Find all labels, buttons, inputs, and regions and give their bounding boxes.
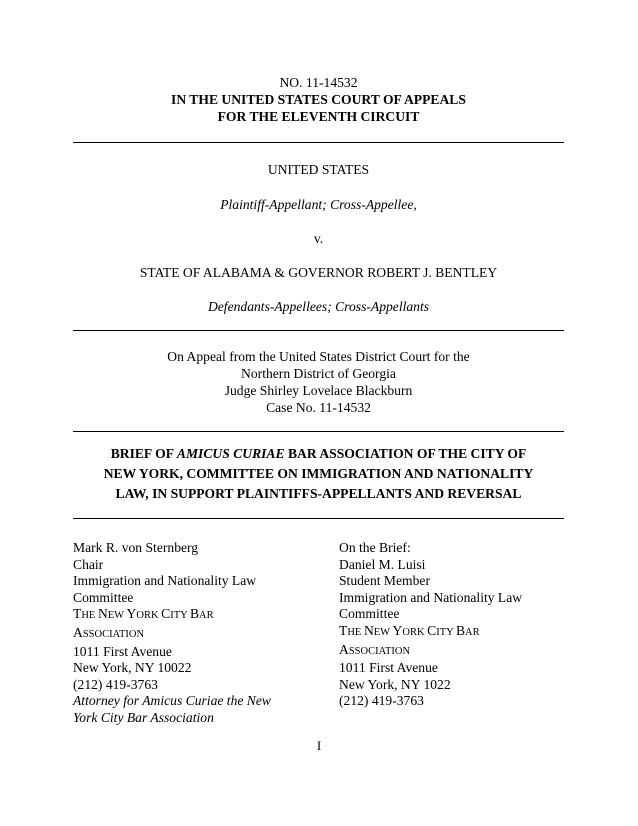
org-line2: ASSOCIATION	[73, 624, 145, 640]
address-line2: New York, NY 10022	[73, 660, 192, 676]
divider	[73, 142, 564, 143]
brief-title-line2: NEW YORK, COMMITTEE ON IMMIGRATION AND NATIONALITY	[103, 466, 534, 481]
divider	[73, 431, 564, 432]
student-name: Daniel M. Luisi	[339, 556, 426, 572]
counsel-block-left	[73, 540, 271, 727]
org-line1: THE NEW YORK CITY BAR	[73, 606, 214, 622]
address-line1: 1011 First Avenue	[339, 660, 438, 676]
plaintiff-role: Plaintiff-Appellant; Cross-Appellee,	[220, 197, 417, 212]
divider	[73, 518, 564, 519]
plaintiff-name: UNITED STATES	[267, 162, 370, 177]
attorney-line1: Attorney for Amicus Curiae the New	[73, 693, 271, 709]
appeal-line3: Judge Shirley Lovelace Blackburn	[224, 383, 413, 398]
org-line1: THE NEW YORK CITY BAR	[339, 622, 480, 638]
divider	[73, 330, 564, 331]
phone: (212) 419-3763	[73, 676, 158, 692]
defendant-role: Defendants-Appellees; Cross-Appellants	[207, 299, 430, 314]
committee-line1: Immigration and Nationality Law	[73, 573, 257, 589]
court-name-line2: FOR THE ELEVENTH CIRCUIT	[217, 109, 420, 124]
phone: (212) 419-3763	[339, 693, 424, 709]
defendant-name: STATE OF ALABAMA & GOVERNOR ROBERT J. BENTLEY	[139, 265, 498, 280]
committee-line2: Committee	[339, 606, 400, 622]
committee-line2: Committee	[73, 589, 134, 605]
on-brief-label: On the Brief:	[339, 540, 411, 555]
court-name-line1: IN THE UNITED STATES COURT OF APPEALS	[171, 92, 466, 107]
docket-number: NO. 11-14532	[279, 75, 358, 90]
versus: v.	[313, 231, 324, 246]
student-title: Student Member	[339, 573, 430, 589]
page-number: I	[316, 738, 322, 753]
address-line1: 1011 First Avenue	[73, 643, 172, 659]
brief-title-line1: BRIEF OF AMICUS CURIAE BAR ASSOCIATION OF THE CITY OF	[110, 446, 527, 461]
counsel-title: Chair	[73, 556, 104, 572]
brief-title-line3: LAW, IN SUPPORT PLAINTIFFS-APPELLANTS AND REVERSAL	[115, 486, 522, 501]
counsel-block-right	[339, 540, 522, 710]
appeal-line2: Northern District of Georgia	[241, 366, 396, 381]
committee-line1: Immigration and Nationality Law	[339, 589, 523, 605]
appeal-line1: On Appeal from the United States District Court for the	[167, 349, 470, 364]
counsel-name: Mark R. von Sternberg	[73, 540, 199, 555]
address-line2: New York, NY 1022	[339, 676, 451, 692]
appeal-line4: Case No. 11-14532	[266, 400, 371, 415]
attorney-line2: York City Bar Association	[73, 709, 214, 725]
org-line2: ASSOCIATION	[339, 641, 411, 657]
